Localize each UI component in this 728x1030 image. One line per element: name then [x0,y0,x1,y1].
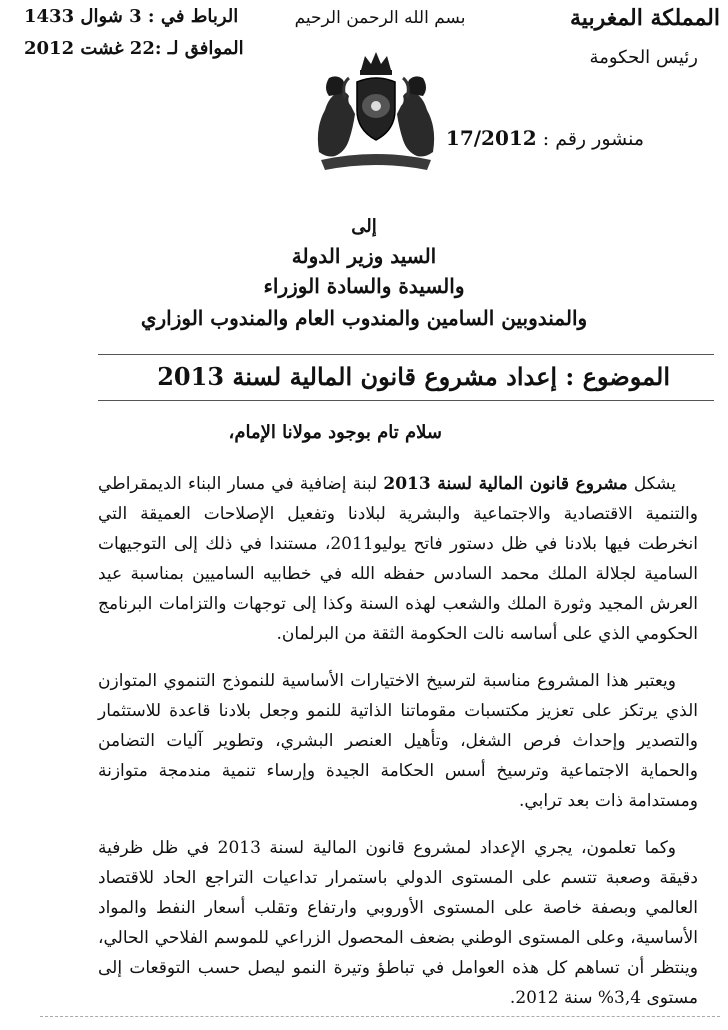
prime-minister-heading: رئيس الحكومة [589,47,698,68]
subject-line: الموضوع : إعداد مشروع قانون المالية لسنة 2013 [157,362,670,391]
body-paragraph-1 [98,469,698,649]
paragraph-text: وكما تعلمون، يجري الإعداد لمشروع قانون المالية لسنة 2013 في ظل ظرفية دقيقة وصعبة تتسم على المستوى الدولي باستمرار تداعيات التراجع الحاد للاقتصاد العالمي وبصفة خاصة على المستوى الأوروبي وارتفاع وتقلب أسعار النفط والمواد الأساسية، وعلى المستوى الوطني بضعف المحصول الزراعي للموسم الفلاحي الحالي، وينتظر أن تساهم كل هذه العوامل في تباطؤ وتيرة النمو ليصل حسب التوقعات إلى مستوى 3,4% سنة 2012. [98,838,698,1008]
paragraph-text: لبنة إضافية في مسار البناء الديمقراطي والتنمية الاقتصادية والاجتماعية والبشرية لبلادنا وتفعيل الإصلاحات العميقة التي انخرطت فيها بلادنا في ظل دستور فاتح يوليو2011، مستندا في ذلك إلى التوجيهات السامية لجلالة الملك محمد السادس حفظه الله في خطابيه الساميين بمناسبة عيد العرش المجيد وثورة الملك والشعب لهذه السنة وكذا إلى توجهات والتزامات البرنامج الحكومي الذي على أساسه نالت الحكومة الثقة من البرلمان. [98,474,698,644]
circular-number-line [446,126,644,150]
page-bottom-divider [40,1016,720,1017]
date-gregorian: الموافق لـ :22 غشت 2012 [24,38,244,59]
addressee-line-1: السيد وزير الدولة [291,244,437,268]
letter-body [98,469,698,1030]
date-hijri: الرباط في : 3 شوال 1433 [24,6,239,27]
subject-divider-top [98,354,714,355]
paragraph-text: ويعتبر هذا المشروع مناسبة لترسيخ الاختيارات الأساسية للنموذج التنموي المتوازن الذي يرتكز على تعزيز مكتسبات مقوماتنا الذاتية للنمو وجعل بلادنا قاعدة للاستثمار والتصدير وإحداث فرص الشغل، وتأهيل العنصر البشري، وتطوير آليات التضامن والحماية الاجتماعية وترسيخ أسس الحكامة الجيدة وإرساء تنمية مندمجة متوازنة ومستدامة ذات بعد ترابي. [98,671,698,811]
addressees-block [0,213,728,335]
addressee-to: إلى [351,216,377,237]
paragraph-highlight: مشروع قانون المالية لسنة 2013 [383,474,628,494]
greeting: سلام تام بوجود مولانا الإمام، [228,422,442,443]
kingdom-heading: المملكة المغربية [570,5,720,31]
body-paragraph-2 [98,666,698,816]
circular-number: 17/2012 [445,126,537,150]
bismillah: بسم الله الرحمن الرحيم [294,8,466,28]
circular-label: منشور رقم : [536,128,644,150]
coat-of-arms-icon [305,48,447,176]
letterhead [0,0,728,190]
body-paragraph-3 [98,833,698,1013]
addressee-line-3: والمندوبين السامين والمندوب العام والمندوب الوزاري [140,306,588,330]
subject-divider-bottom [98,400,714,401]
paragraph-lead: يشكل [627,474,676,494]
addressee-line-2: والسيدة والسادة الوزراء [263,274,465,298]
